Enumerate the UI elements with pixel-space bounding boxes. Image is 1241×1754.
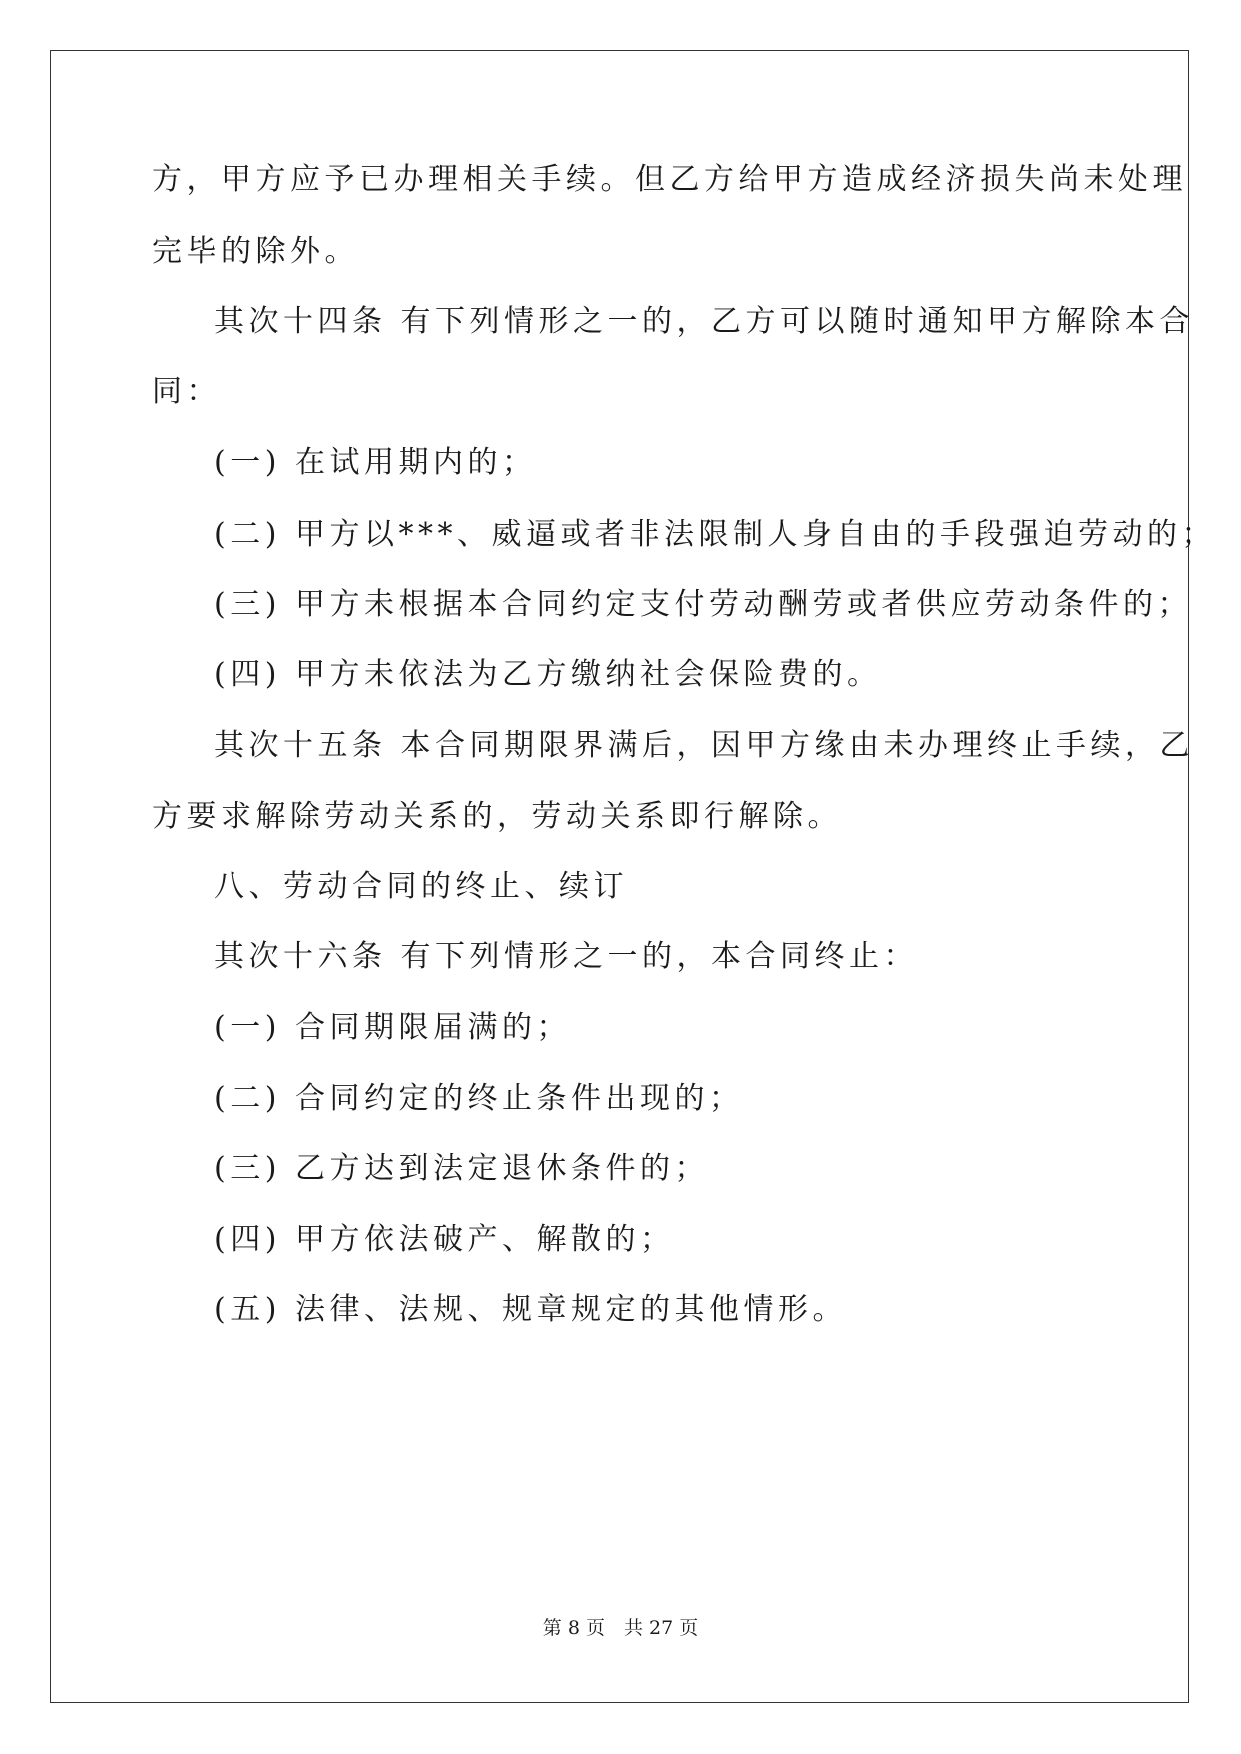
paragraph-line: 方，甲方应予已办理相关手续。但乙方给甲方造成经济损失尚未处理 (152, 162, 1187, 197)
list-item: (一) 在试用期内的； (214, 445, 537, 480)
article-15-heading: 其次十五条 本合同期限界满后，因甲方缘由未办理终止手续，乙 (214, 728, 1195, 763)
list-item: (五) 法律、法规、规章规定的其他情形。 (214, 1292, 847, 1327)
list-item: (四) 甲方依法破产、解散的； (214, 1222, 675, 1257)
section-heading: 八、劳动合同的终止、续订 (214, 869, 628, 904)
list-item: (一) 合同期限届满的； (214, 1010, 571, 1045)
page-number: 第 8 页 共 27 页 (542, 1617, 699, 1639)
list-item: (二) 甲方以***、威逼或者非法限制人身自由的手段强迫劳动的； (214, 517, 1216, 552)
paragraph-line: 完毕的除外。 (152, 234, 359, 269)
article-14-heading: 其次十四条 有下列情形之一的，乙方可以随时通知甲方解除本合 (214, 304, 1195, 339)
list-item: (三) 甲方未根据本合同约定支付劳动酬劳或者供应劳动条件的； (214, 587, 1192, 622)
list-item: (三) 乙方达到法定退休条件的； (214, 1151, 709, 1186)
paragraph-line: 同： (152, 374, 221, 409)
article-16-heading: 其次十六条 有下列情形之一的，本合同终止： (214, 939, 919, 974)
paragraph-line: 方要求解除劳动关系的，劳动关系即行解除。 (152, 799, 842, 834)
list-item: (四) 甲方未依法为乙方缴纳社会保险费的。 (214, 657, 882, 692)
list-item: (二) 合同约定的终止条件出现的； (214, 1081, 744, 1116)
